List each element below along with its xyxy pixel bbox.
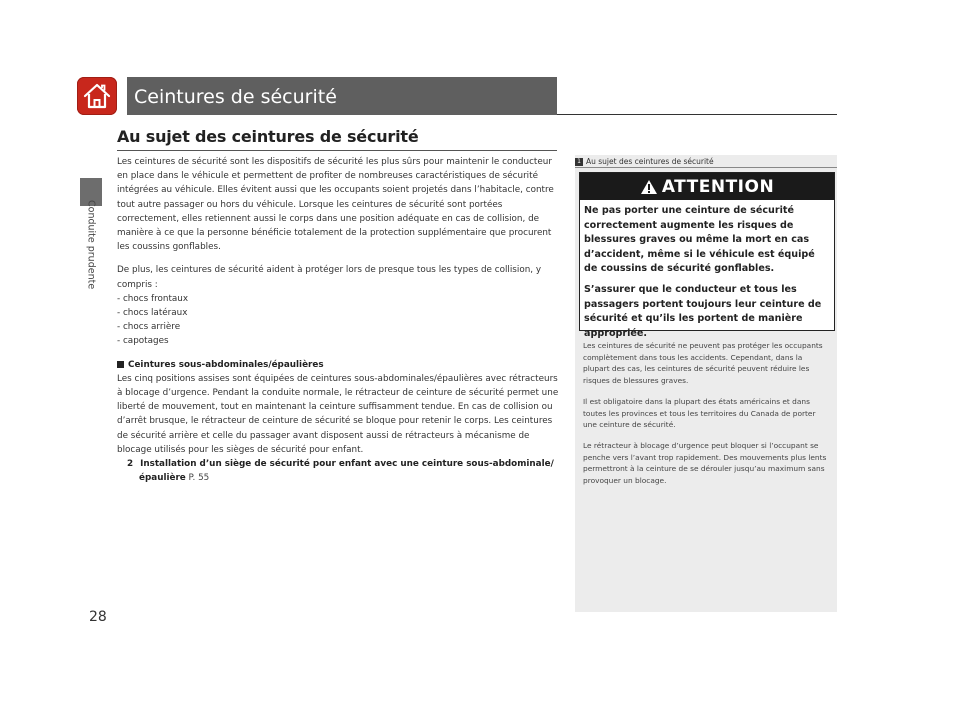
list-item: - chocs arrière (117, 322, 181, 333)
list-item: - chocs frontaux (117, 293, 189, 304)
side-note-header (575, 157, 714, 166)
warning-header (580, 173, 834, 200)
warning-paragraph: Ne pas porter une ceinture de sécurité correctement augmente les risques de blessures graves ou même la mort en cas d’accident, même si le véhicule est équipé de coussins de sécurité gonflables. (584, 205, 815, 275)
home-button[interactable] (77, 77, 117, 115)
side-note-rule (575, 167, 837, 168)
home-icon (82, 82, 112, 110)
chapter-label: Conduite prudente (85, 200, 97, 290)
warning-title: ATTENTION (661, 176, 775, 197)
warning-triangle-icon (640, 179, 658, 195)
warning-text (584, 204, 828, 347)
side-note-paragraph: Il est obligatoire dans la plupart des états américains et dans toutes les provinces et tous les territoires du Canada de porter une ceinture de sécurité. (583, 396, 816, 430)
reference-page: P. 55 (185, 473, 210, 484)
cross-reference-link[interactable] (117, 457, 563, 485)
main-content (117, 155, 563, 494)
heading-rule (117, 150, 557, 151)
collision-list (117, 292, 563, 349)
note-marker-icon: 1 (575, 158, 583, 166)
side-note-body (583, 340, 831, 496)
intro-paragraph: Les ceintures de sécurité sont les dispositifs de sécurité les plus sûrs pour maintenir le conducteur en place dans le véhicule et permettent de profiter de nombreuses caractéristiques de sécurité intégrées au véhicule. Elles évitent aussi que les occupants soient projetés dans l’habitacle, contre tout autre passager ou hors du véhicule. Lorsque les ceintures de sécurité sont portées correctement, elles retiennent aussi le corps dans une position adéquate en cas de collision, de manière à ce que la personne bénéficie totalement de la protection supplémentaire que procurent les coussins gonflables. (117, 157, 554, 253)
section-rule (557, 114, 837, 115)
belts-paragraph: Les cinq positions assises sont équipées de ceintures sous-abdominales/épaulières avec rétracteurs à blocage d’urgence. Pendant la conduite normale, le rétracteur de ceinture de sécurité permet une liberté de mouvement, tout en maintenant la ceinture suffisamment tendue. En cas de collision ou d’arrêt brusque, le rétracteur de ceinture de sécurité se bloque pour retenir le corps. Les ceintures de sécurité arrière et celle du passager avant disposent aussi de rétracteurs à mécanisme de blocage utilisés pour les sièges de sécurité pour enfant. (117, 373, 559, 455)
collision-paragraph: De plus, les ceintures de sécurité aident à protéger lors de presque tous les types de collision, y compris : (117, 265, 542, 290)
side-note-paragraph: Les ceintures de sécurité ne peuvent pas protéger les occupants complètement dans tous les accidents. Cependant, dans la plupart des cas, les ceintures de sécurité peuvent réduire les risques de blessures graves. (583, 341, 823, 386)
page-number: 28 (89, 609, 107, 625)
reference-arrow-icon: 2 (127, 459, 134, 470)
section-title: Ceintures de sécurité (134, 86, 337, 108)
warning-paragraph: S’assurer que le conducteur et tous les passagers portent toujours leur ceinture de sécurité et qu’ils les portent de manière appropriée. (584, 283, 822, 339)
subsection-heading (117, 358, 563, 372)
page-heading: Au sujet des ceintures de sécurité (117, 127, 419, 146)
square-bullet-icon (117, 361, 124, 368)
list-item: - capotages (117, 336, 169, 347)
side-note-title: Au sujet des ceintures de sécurité (586, 157, 714, 166)
reference-text: Installation d’un siège de sécurité pour enfant avec une ceinture sous-abdominale/épaulière (139, 459, 554, 484)
side-note-paragraph: Le rétracteur à blocage d’urgence peut bloquer si l’occupant se penche vers l’avant trop rapidement. Des mouvements plus lents permettront à la ceinture de se dérouler jusqu’au maximum sans provoquer un blocage. (583, 440, 827, 486)
subsection-title: Ceintures sous-abdominales/épaulières (128, 359, 324, 370)
list-item: - chocs latéraux (117, 308, 188, 319)
